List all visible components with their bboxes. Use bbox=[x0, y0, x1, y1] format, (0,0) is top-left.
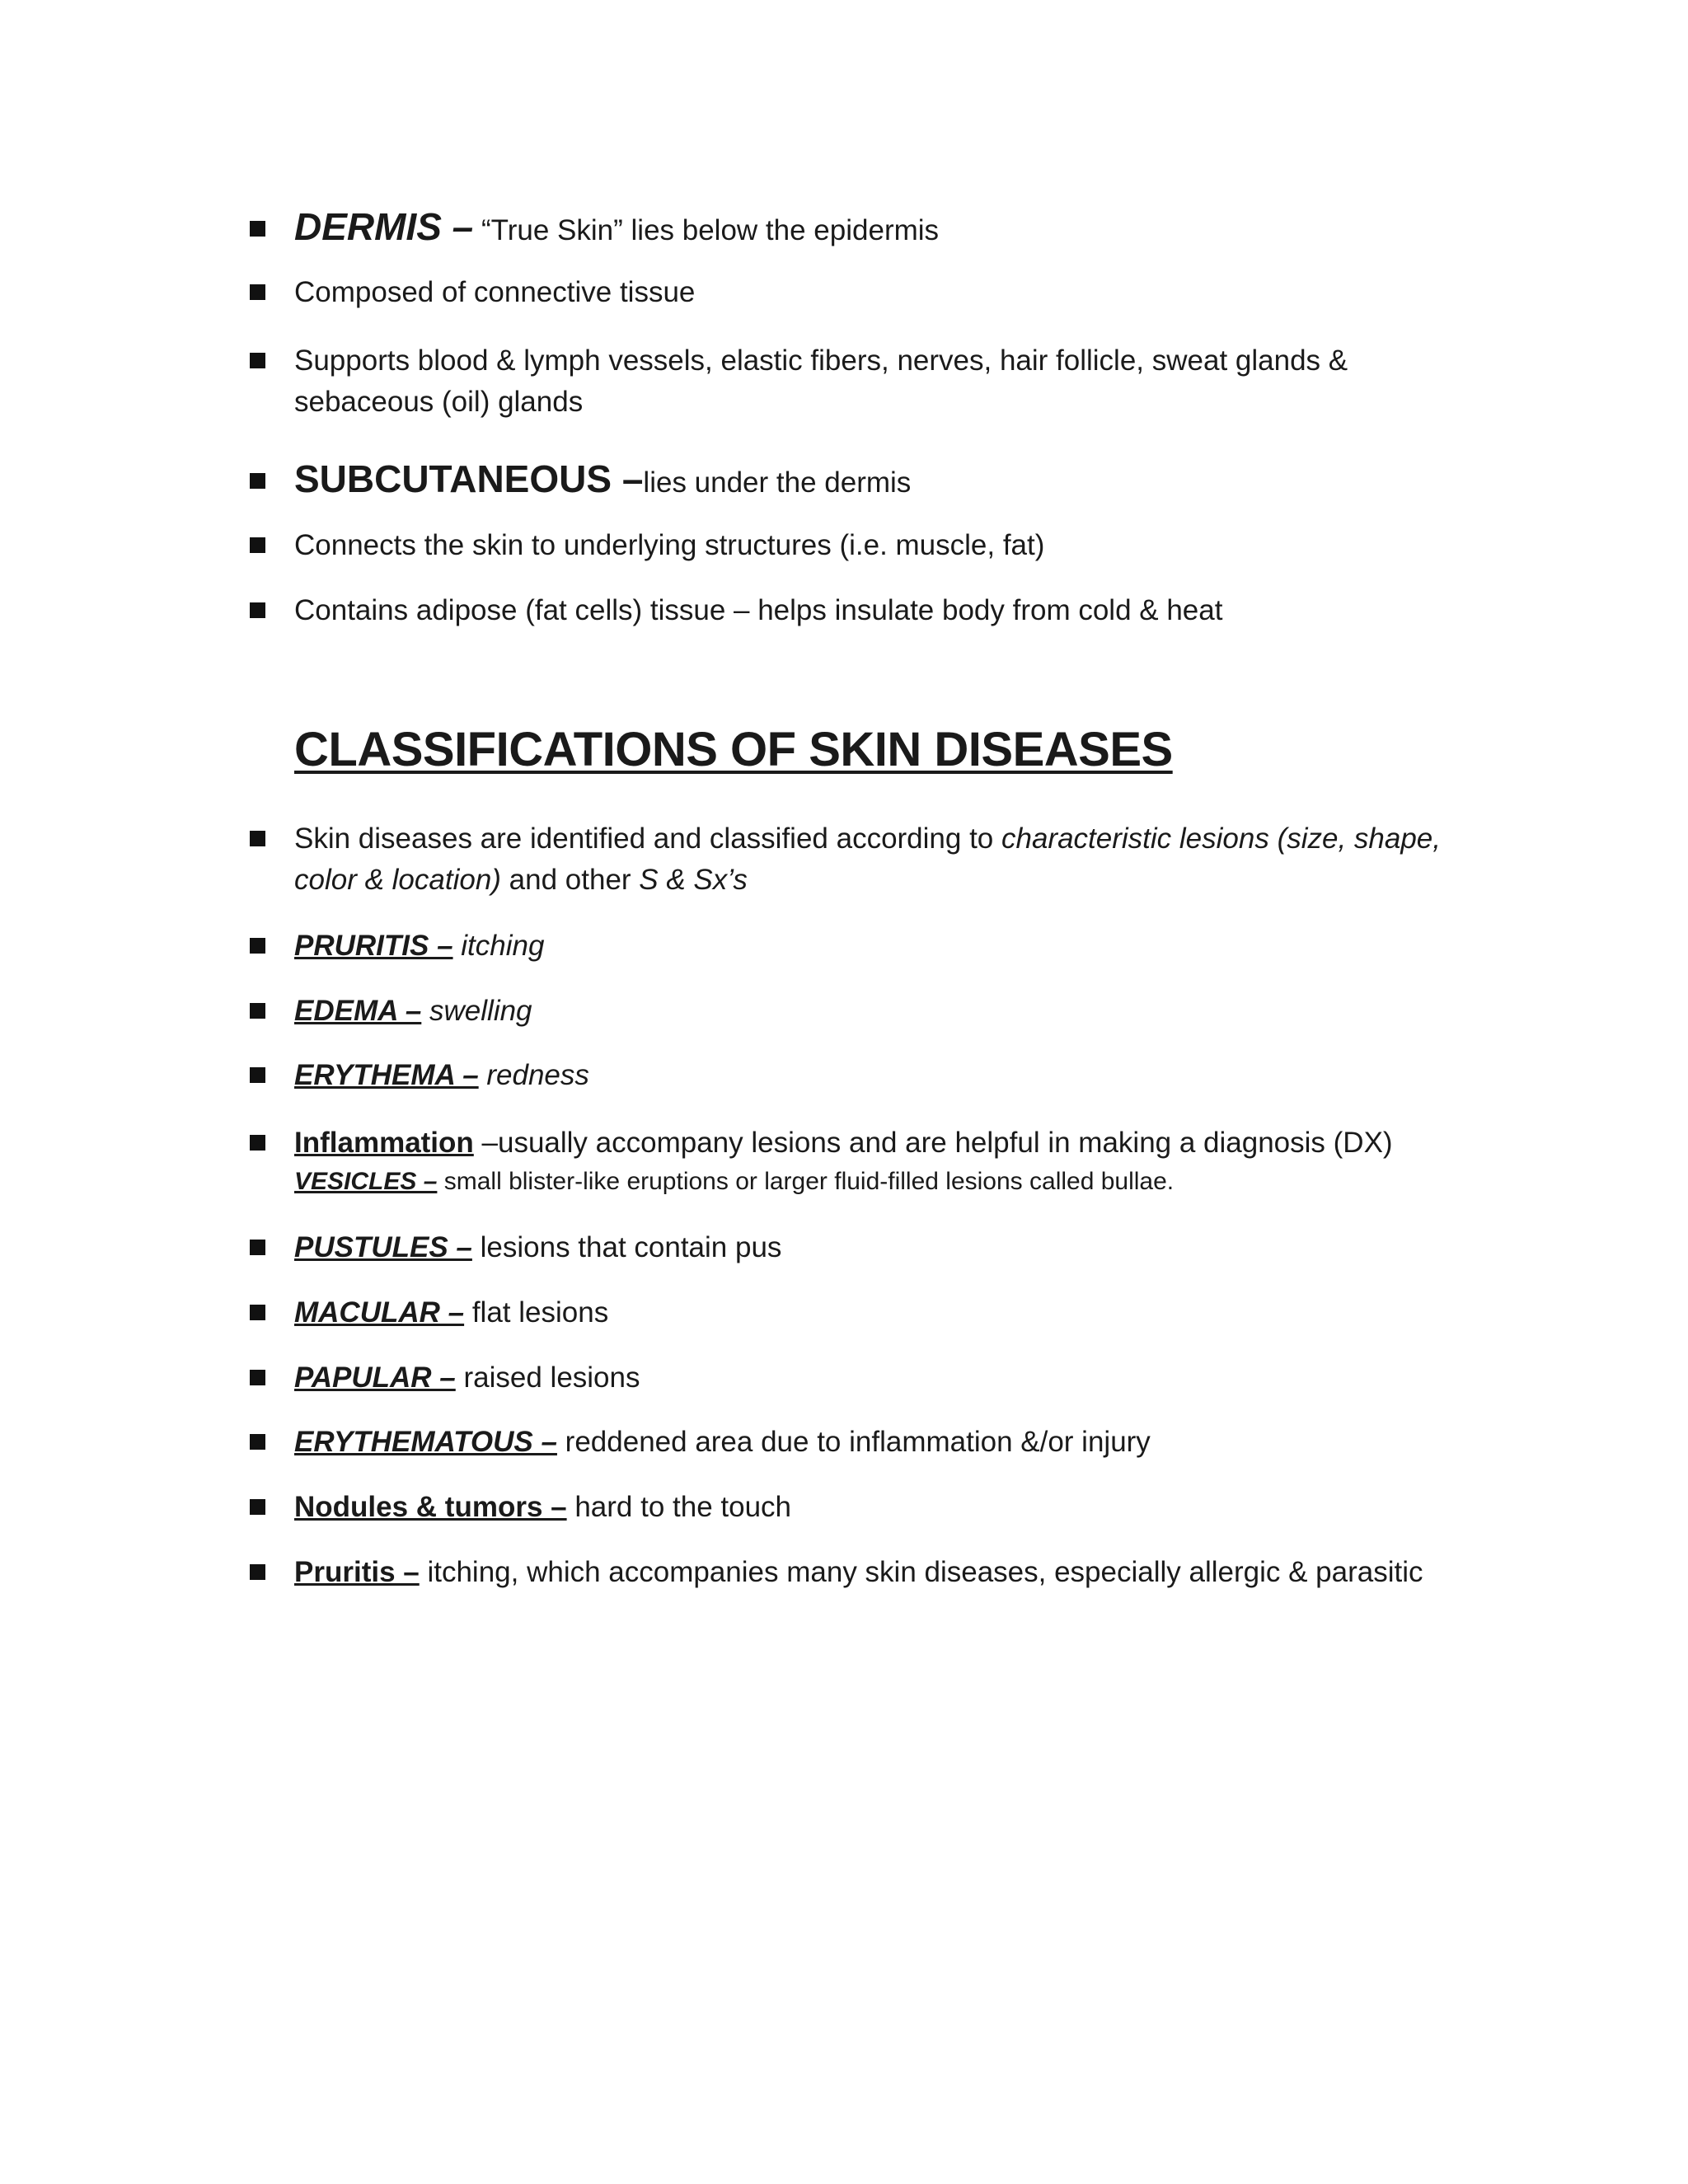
term-pustules: PUSTULES – bbox=[294, 1231, 472, 1263]
text-connects: Connects the skin to underlying structures (i.e. muscle, fat) bbox=[294, 529, 1045, 561]
square-bullet-icon bbox=[250, 1499, 265, 1515]
term-dermis: DERMIS – bbox=[294, 205, 474, 248]
section-heading: CLASSIFICATIONS OF SKIN DISEASES bbox=[294, 723, 1173, 776]
term-pruritis-2: Pruritis – bbox=[294, 1556, 420, 1588]
text-supports-line1: Supports blood & lymph vessels, elastic fibers, nerves, hair follicle, sweat glands & bbox=[294, 344, 1348, 377]
term-pruritis: PRURITIS – bbox=[294, 930, 453, 962]
text-intro-c: color & location) bbox=[294, 864, 501, 896]
text-supports-line2: sebaceous (oil) glands bbox=[294, 386, 584, 418]
text-intro-a: Skin diseases are identified and classified according to bbox=[294, 823, 1001, 855]
desc-dermis: “True Skin” lies below the epidermis bbox=[481, 214, 940, 246]
term-vesicles: VESICLES – bbox=[294, 1168, 438, 1195]
square-bullet-icon bbox=[250, 1003, 265, 1019]
desc-macular: flat lesions bbox=[464, 1296, 609, 1329]
term-nodules: Nodules & tumors – bbox=[294, 1491, 567, 1523]
square-bullet-icon bbox=[250, 353, 265, 368]
desc-nodules: hard to the touch bbox=[566, 1491, 792, 1523]
square-bullet-icon bbox=[250, 938, 265, 954]
square-bullet-icon bbox=[250, 1564, 265, 1580]
desc-pruritis: itching bbox=[452, 930, 545, 962]
square-bullet-icon bbox=[250, 284, 265, 300]
square-bullet-icon bbox=[250, 1067, 265, 1083]
term-papular: PAPULAR – bbox=[294, 1361, 456, 1394]
square-bullet-icon bbox=[250, 1135, 265, 1151]
desc-inflammation: –usually accompany lesions and are helpful in making a diagnosis (DX) bbox=[473, 1127, 1393, 1159]
text-contains: Contains adipose (fat cells) tissue – helps insulate body from cold & heat bbox=[294, 594, 1223, 626]
square-bullet-icon bbox=[250, 1305, 265, 1320]
text-intro-e: S & Sx’s bbox=[639, 864, 748, 896]
text-intro-b: characteristic lesions (size, shape, bbox=[1001, 823, 1441, 855]
term-subcutaneous: SUBCUTANEOUS – bbox=[294, 457, 644, 500]
term-edema: EDEMA – bbox=[294, 995, 422, 1027]
square-bullet-icon bbox=[250, 1370, 265, 1385]
square-bullet-icon bbox=[250, 602, 265, 618]
square-bullet-icon bbox=[250, 1434, 265, 1450]
square-bullet-icon bbox=[250, 1240, 265, 1255]
term-erythematous: ERYTHEMATOUS – bbox=[294, 1426, 557, 1458]
text-composed: Composed of connective tissue bbox=[294, 276, 696, 308]
desc-vesicles: small blister-like eruptions or larger fluid-filled lesions called bullae. bbox=[437, 1168, 1175, 1195]
square-bullet-icon bbox=[250, 537, 265, 553]
text-intro-d: and other bbox=[500, 864, 640, 896]
term-erythema: ERYTHEMA – bbox=[294, 1059, 479, 1091]
term-inflammation: Inflammation bbox=[294, 1127, 474, 1159]
desc-erythematous: reddened area due to inflammation &/or injury bbox=[556, 1426, 1151, 1458]
desc-pustules: lesions that contain pus bbox=[471, 1231, 782, 1263]
desc-pruritis-2: itching, which accompanies many skin diseases, especially allergic & parasitic bbox=[419, 1556, 1423, 1588]
desc-erythema: redness bbox=[478, 1059, 589, 1091]
desc-subcutaneous: lies under the dermis bbox=[643, 466, 912, 499]
square-bullet-icon bbox=[250, 473, 265, 489]
square-bullet-icon bbox=[250, 221, 265, 237]
square-bullet-icon bbox=[250, 831, 265, 846]
term-macular: MACULAR – bbox=[294, 1296, 465, 1329]
desc-papular: raised lesions bbox=[455, 1361, 640, 1394]
desc-edema: swelling bbox=[421, 995, 532, 1027]
